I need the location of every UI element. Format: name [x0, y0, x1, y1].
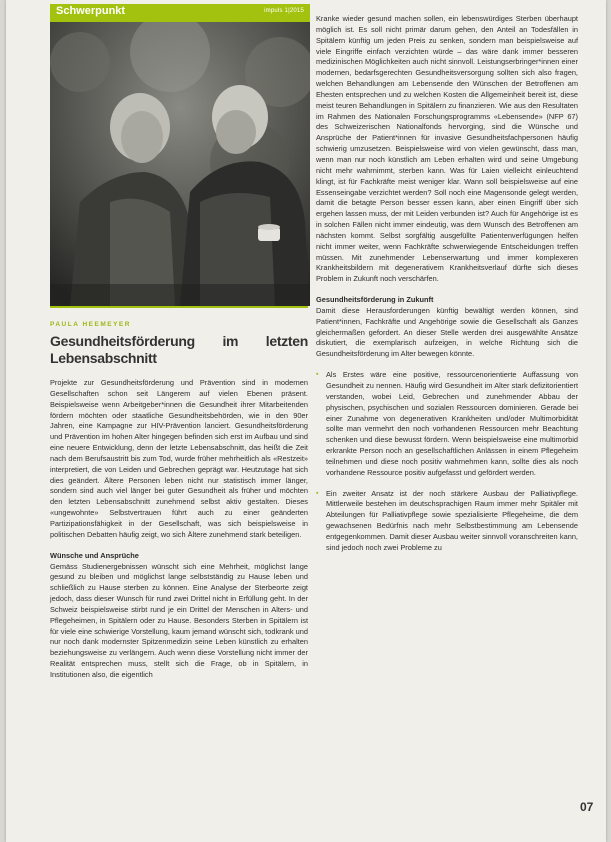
bullet-icon: ▪: [316, 489, 319, 497]
page-number: 07: [580, 800, 594, 814]
bullet-item-2: [316, 489, 578, 554]
rubric-label: Schwerpunkt: [56, 5, 126, 17]
bullet-item-1: [316, 370, 578, 478]
left-column: [50, 306, 308, 681]
author-kicker: PAULA HEEMEYER: [50, 321, 131, 328]
magazine-issue: impuls 1|2015: [264, 8, 304, 14]
article-title: Gesundheitsförderung im letzten Lebensabschnitt: [50, 333, 308, 366]
magazine-page: [6, 0, 606, 842]
elderly-couple-photo: [50, 22, 310, 306]
section-text-wishes: Gemäss Studienergebnissen wünscht sich eine Mehrheit, möglichst lange gesund zu bleiben und möglichst lange selbstständig zu Hause leben und schließlich zu Hause sterben zu können. Eine Analyse der Sterbeorte zeigt jedoch, dass dieser Wunsch für rund zwei Drittel nicht in Erfüllung geht. In der Schweiz beispielsweise stirbt rund je ein Drittel der Menschen in Alters- und Pflegeheimen, in Spitälern oder zu Hause. Besonders Sterben in Spitälern ist für viele eine schwierige Vorstellung, kaum jemand wünscht sich, todkrank und nur noch dank modernster Spitzenmedizin seine Leben künstlich zu erhalten beziehungsweise zu verlängern. Auch wenn diese Vorstellung nicht immer der Realität entsprechen muss, stellt sich die Frage, ob in Spitälern, in Institutionen also, die eigentlich: [50, 561, 308, 679]
rubric-bar: [50, 4, 310, 22]
section-heading-future: Gesundheitsförderung in Zukunft: [316, 295, 434, 305]
section-text-future: Damit diese Herausforderungen künftig bewältigt werden können, sind Patient*innen, Fachkräfte und Angehörige sowie die Gesellschaft als Ganzes gleichermaßen gefordert. An dieser Stelle werden drei ausgewählte Ansätze diskutiert, die exemplarisch aufzeigen, in welche Richtung sich die Gesundheitsförderung im Alter bewegen könnte.: [316, 305, 578, 359]
photo-illustration: [50, 22, 310, 306]
bullet-text-1: Als Erstes wäre eine positive, ressourcenorientierte Auffassung von Gesundheit zu nennen. Häufig wird Gesundheit im Alter stark defizitorientiert verstanden, wobei Leid, Gebrechen und zunehmender Abbau der physischen, psychischen und sozialen Ressourcen dominieren. Gerade bei einer Zunahme von degenerativen Krankheiten und/oder Multimorbidität sollte man vermehrt den noch vorhandenen Ressourcen mehr Beachtung schenken und diese bewusst fördern. Wenn beispielsweise eine multimorbid erkrankte Person noch an gesellschaftlichen Anlässen in einem Pflegeheim teilnehmen und diese noch positiv wahrnehmen kann, sollte dies als noch vorhandene Ressource positiv aufgefasst und gefördert werden.: [326, 370, 578, 477]
intro-paragraph: Projekte zur Gesundheitsförderung und Prävention sind in modernen Gesellschaften schon seit Längerem auf vielen Ebenen präsent. Beispielsweise wenn Arbeitgeber*innen die Gesundheit ihrer Mitarbeitenden fördern möchten oder staatliche Gesundheitsbehörden, wie in den 90er Jahren, eine Kampagne zur HIV-Prävention lanciert. Gesundheitsförderung und Prävention im hohen Alter hingegen befinden sich erst im Aufbau und sind eine neuere Entwicklung, denn der letzte Lebensabschnitt, das heißt die Zeit nach dem Berufsaustritt bis zum Tod, wurde früher mehrheitlich als «Restzeit» interpretiert, die von Leiden und Gebrechen geprägt war. Heutzutage hat sich dies geändert. Ältere Personen leben nicht nur statistisch immer länger, sondern sind auch viel länger bei guter Gesundheit als früher und möchten den letzten Lebensabschnitt zunehmend selbst aktiv gestalten. Dieses «ungewohnte» Selbstvertrauen führt auch zu einer geänderten Partizipationsfähigkeit in der Gesellschaft, was sich beispielsweise in politischen Debatten häufig zeigt, wo sich Ältere zunehmend stark beteiligen.: [50, 378, 308, 539]
bullet-icon: ▪: [316, 371, 319, 379]
right-column: [316, 14, 578, 554]
kicker-rule: [50, 306, 308, 308]
right-paragraph: Kranke wieder gesund machen sollen, ein lebenswürdiges Sterben überhaupt möglich ist. Es soll nicht primär darum gehen, den Anteil an Todesfällen in Spitälern künftig um jeden Preis zu senken, sondern man beispielsweise auf viele Eingriffe einfach verzichten würde – das wäre dank immer besseren medizinischen Möglichkeiten auch nicht sinnvoll. Leistungserbringer*innen einer modernen, bedarfsgerechten Gesundheitsversorgung sollten sich also fragen, welchen Behandlungen am Lebensende den Wünschen der Betroffenen am Ehesten entsprechen und zu welchen Kosten die Allgemeinheit bereit ist, diese meist teuren Behandlungen in Spitälern zu finanzieren. Wie aus den Resultaten im Rahmen des Nationalen Forschungsprogramms «Lebensende» (NFP 67) des Schweizerischen Nationalfonds hervorging, sind die Wünsche und Ansprüche der Patient*innen für invasive Gesundheitsfachpersonen häufig schwierig umzusetzen. Beispielsweise wird von vielen gewünscht, dass man, wenn man nur noch künstlich am Leben erhalten wird und seine Umgebung nicht mehr wahrnimmt, sterben kann. Was für Laien vielleicht einleuchtend klingt, ist für Fachkräfte meist weniger klar. Wann soll beispielsweise auf eine Essenseingabe verzichtet werden? Soll noch eine Magensonde gelegt werden, damit die betagte Person besser essen kann, aber einen Eingriff über sich ergehen lassen muss, der mit Leiden verbunden ist? Auch für Angehörige ist es in solchen Fällen nicht immer eindeutig, was dem Wunsch des Betroffenen am nächsten kommt. Selbst sorgfältig ausgefüllte Patientenverfügungen helfen nicht immer weiter, wenn Fachkräfte schwerwiegende Entscheidungen treffen müssen. Mit zunehmender Lebenserwartung und immer komplexeren Krankheitsbildern mit degenerativem Krankheitsverlauf dürfte sich dieses Problem in Zukunft noch verschärfen.: [316, 14, 578, 284]
bullet-text-2: Ein zweiter Ansatz ist der noch stärkere Ausbau der Palliativpflege. Mittlerweile bestehen im deutschsprachigen Raum immer mehr Spitäler mit Abteilungen für Palliativpflege sowie spezialisierte Pflegeheime, die dem gewachsenen Bedürfnis nach mehr Selbstbestimmung am Lebensende entgegenkommen. Damit dieser Ausbau weiter sinnvoll voranschreiten kann, sind jedoch noch zwei Probleme zu: [326, 488, 578, 552]
section-heading-wishes: Wünsche und Ansprüche: [50, 550, 139, 560]
